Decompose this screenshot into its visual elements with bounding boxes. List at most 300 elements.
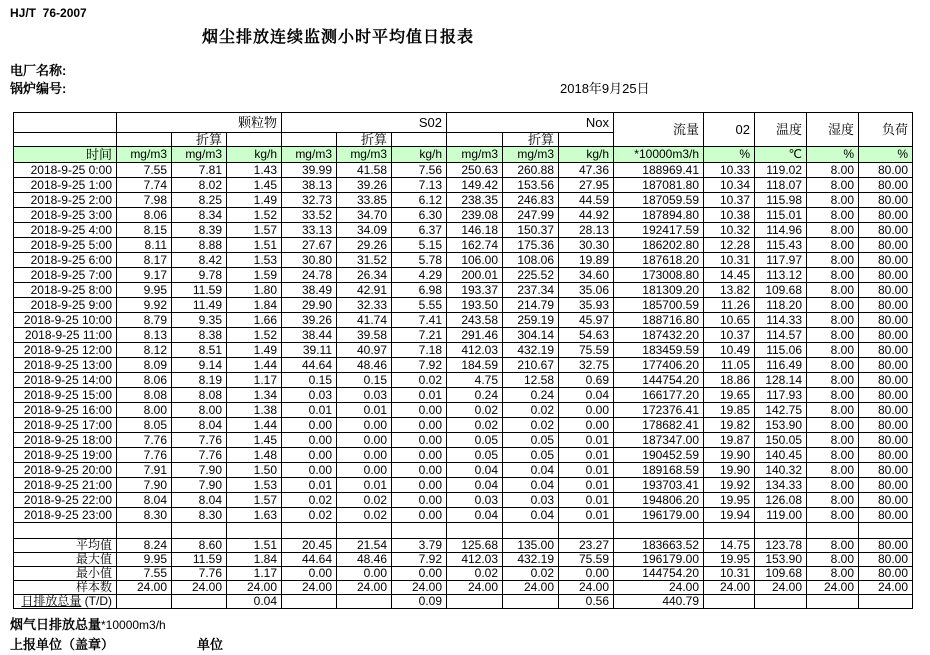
- value-cell: 412.03: [447, 343, 503, 358]
- value-cell: 8.00: [807, 253, 859, 268]
- value-cell: 118.20: [755, 298, 807, 313]
- value-cell: 80.00: [859, 433, 913, 448]
- value-cell: 19.95: [704, 493, 755, 508]
- value-cell: 33.13: [282, 223, 337, 238]
- value-cell: 80.00: [859, 358, 913, 373]
- group-header-nox: Nox: [447, 113, 614, 133]
- table-row: [14, 328, 913, 343]
- value-cell: 44.92: [559, 208, 614, 223]
- time-cell: 2018-9-25 9:00: [14, 298, 117, 313]
- empty-cell: [559, 523, 614, 539]
- value-cell: 8.08: [172, 388, 227, 403]
- value-cell: 1.17: [227, 567, 282, 581]
- table-row: [14, 163, 913, 178]
- value-cell: 41.74: [337, 313, 392, 328]
- value-cell: 291.46: [447, 328, 503, 343]
- header-row-groups: [14, 113, 913, 133]
- value-cell: 1.51: [227, 238, 282, 253]
- header-o2: 02: [704, 113, 755, 147]
- value-cell: 8.00: [807, 373, 859, 388]
- summary-label-cell: 平均值: [14, 539, 117, 553]
- value-cell: 80.00: [859, 388, 913, 403]
- value-cell: 114.96: [755, 223, 807, 238]
- value-cell: 184.59: [447, 358, 503, 373]
- value-cell: 183459.59: [614, 343, 704, 358]
- value-cell: 0.00: [337, 433, 392, 448]
- empty-cell: [859, 523, 913, 539]
- value-cell: 7.56: [392, 163, 447, 178]
- value-cell: 10.31: [704, 567, 755, 581]
- value-cell: 80.00: [859, 163, 913, 178]
- value-cell: 27.95: [559, 178, 614, 193]
- total-value-cell: [282, 595, 337, 609]
- value-cell: 8.79: [117, 313, 172, 328]
- value-cell: 260.88: [503, 163, 559, 178]
- value-cell: 0.00: [392, 567, 447, 581]
- spacer-cell: [227, 133, 282, 147]
- unit-cell: kg/h: [392, 147, 447, 163]
- value-cell: 109.68: [755, 567, 807, 581]
- value-cell: 0.00: [282, 418, 337, 433]
- unit-cell-flow: *10000m3/h: [614, 147, 704, 163]
- value-cell: 0.00: [392, 418, 447, 433]
- value-cell: 8.39: [172, 223, 227, 238]
- value-cell: 1.53: [227, 478, 282, 493]
- value-cell: 194806.20: [614, 493, 704, 508]
- value-cell: 0.04: [559, 388, 614, 403]
- value-cell: 80.00: [859, 223, 913, 238]
- value-cell: 7.76: [117, 448, 172, 463]
- value-cell: 243.58: [447, 313, 503, 328]
- table-row: [14, 193, 913, 208]
- value-cell: 0.01: [559, 493, 614, 508]
- unit-cell-humidity: %: [807, 147, 859, 163]
- value-cell: 38.49: [282, 283, 337, 298]
- value-cell: 10.65: [704, 313, 755, 328]
- time-cell: 2018-9-25 4:00: [14, 223, 117, 238]
- value-cell: 38.13: [282, 178, 337, 193]
- value-cell: 8.30: [172, 508, 227, 523]
- value-cell: 0.03: [337, 388, 392, 403]
- value-cell: 0.04: [503, 463, 559, 478]
- value-cell: 187059.59: [614, 193, 704, 208]
- value-cell: 0.04: [447, 463, 503, 478]
- value-cell: 0.01: [392, 388, 447, 403]
- total-value-cell: [755, 595, 807, 609]
- table-row: [14, 388, 913, 403]
- value-cell: 0.02: [447, 567, 503, 581]
- value-cell: 8.30: [117, 508, 172, 523]
- value-cell: 7.41: [392, 313, 447, 328]
- table-body: [14, 163, 913, 609]
- time-cell: 2018-9-25 20:00: [14, 463, 117, 478]
- value-cell: 19.94: [704, 508, 755, 523]
- value-cell: 187081.80: [614, 178, 704, 193]
- value-cell: 80.00: [859, 313, 913, 328]
- value-cell: 7.13: [392, 178, 447, 193]
- value-cell: 0.00: [337, 463, 392, 478]
- value-cell: 108.06: [503, 253, 559, 268]
- value-cell: 304.14: [503, 328, 559, 343]
- value-cell: 153.90: [755, 418, 807, 433]
- boiler-no-label: 锅炉编号:: [10, 81, 67, 96]
- value-cell: 1.34: [227, 388, 282, 403]
- value-cell: 8.00: [807, 478, 859, 493]
- spacer-cell: [392, 133, 447, 147]
- page-title: 烟尘排放连续监测小时平均值日报表: [202, 29, 475, 46]
- value-cell: 0.04: [503, 508, 559, 523]
- value-cell: 48.46: [337, 358, 392, 373]
- subheader-nox-converted: 折算: [503, 133, 559, 147]
- empty-cell: [447, 523, 503, 539]
- summary-label-cell: 最小值: [14, 567, 117, 581]
- value-cell: 24.00: [614, 581, 704, 595]
- value-cell: 8.19: [172, 373, 227, 388]
- value-cell: 1.80: [227, 283, 282, 298]
- value-cell: 8.15: [117, 223, 172, 238]
- value-cell: 80.00: [859, 343, 913, 358]
- value-cell: 75.59: [559, 553, 614, 567]
- value-cell: 1.57: [227, 223, 282, 238]
- value-cell: 10.37: [704, 193, 755, 208]
- time-cell: 2018-9-25 7:00: [14, 268, 117, 283]
- value-cell: 200.01: [447, 268, 503, 283]
- value-cell: 146.18: [447, 223, 503, 238]
- value-cell: 7.55: [117, 567, 172, 581]
- value-cell: 116.49: [755, 358, 807, 373]
- value-cell: 142.75: [755, 403, 807, 418]
- value-cell: 115.01: [755, 208, 807, 223]
- value-cell: 115.43: [755, 238, 807, 253]
- total-value-cell: [859, 595, 913, 609]
- value-cell: 237.34: [503, 283, 559, 298]
- value-cell: 10.49: [704, 343, 755, 358]
- value-cell: 9.14: [172, 358, 227, 373]
- value-cell: 14.75: [704, 539, 755, 553]
- value-cell: 39.11: [282, 343, 337, 358]
- value-cell: 8.00: [807, 463, 859, 478]
- total-value-cell: [337, 595, 392, 609]
- value-cell: 33.52: [282, 208, 337, 223]
- value-cell: 109.68: [755, 283, 807, 298]
- value-cell: 34.09: [337, 223, 392, 238]
- value-cell: 4.29: [392, 268, 447, 283]
- value-cell: 8.00: [172, 403, 227, 418]
- value-cell: 181309.20: [614, 283, 704, 298]
- value-cell: 19.89: [559, 253, 614, 268]
- time-cell: 2018-9-25 13:00: [14, 358, 117, 373]
- value-cell: 8.00: [807, 313, 859, 328]
- value-cell: 29.90: [282, 298, 337, 313]
- unit-cell: mg/m3: [282, 147, 337, 163]
- value-cell: 188969.41: [614, 163, 704, 178]
- value-cell: 29.26: [337, 238, 392, 253]
- value-cell: 8.60: [172, 539, 227, 553]
- unit-cell: mg/m3: [447, 147, 503, 163]
- value-cell: 8.00: [807, 238, 859, 253]
- value-cell: 8.00: [807, 539, 859, 553]
- value-cell: 1.17: [227, 373, 282, 388]
- value-cell: 80.00: [859, 448, 913, 463]
- unit-cell-o2: %: [704, 147, 755, 163]
- value-cell: 0.01: [559, 448, 614, 463]
- value-cell: 80.00: [859, 567, 913, 581]
- value-cell: 24.00: [117, 581, 172, 595]
- value-cell: 0.00: [559, 567, 614, 581]
- value-cell: 8.00: [807, 418, 859, 433]
- value-cell: 80.00: [859, 539, 913, 553]
- value-cell: 8.17: [117, 253, 172, 268]
- table-row: [14, 418, 913, 433]
- value-cell: 115.06: [755, 343, 807, 358]
- value-cell: 80.00: [859, 403, 913, 418]
- value-cell: 118.07: [755, 178, 807, 193]
- value-cell: 106.00: [447, 253, 503, 268]
- value-cell: 188716.80: [614, 313, 704, 328]
- summary-row: [14, 539, 913, 553]
- value-cell: 80.00: [859, 553, 913, 567]
- table-row: [14, 313, 913, 328]
- unit-cell: mg/m3: [172, 147, 227, 163]
- value-cell: 0.02: [447, 403, 503, 418]
- value-cell: 0.00: [392, 433, 447, 448]
- value-cell: 185700.59: [614, 298, 704, 313]
- value-cell: 0.01: [282, 403, 337, 418]
- value-cell: 39.26: [282, 313, 337, 328]
- value-cell: 24.00: [859, 581, 913, 595]
- value-cell: 0.01: [337, 478, 392, 493]
- value-cell: 6.98: [392, 283, 447, 298]
- table-row: [14, 433, 913, 448]
- table-row: [14, 508, 913, 523]
- plant-name-label: 电厂名称:: [10, 63, 67, 78]
- empty-cell: [117, 523, 172, 539]
- header-load: 负荷: [859, 113, 913, 147]
- value-cell: 0.02: [503, 418, 559, 433]
- value-cell: 39.58: [337, 328, 392, 343]
- value-cell: 10.31: [704, 253, 755, 268]
- value-cell: 0.24: [503, 388, 559, 403]
- value-cell: 11.59: [172, 553, 227, 567]
- table-row: [14, 448, 913, 463]
- daily-total-row: [14, 595, 913, 609]
- empty-cell: [282, 523, 337, 539]
- time-cell: 2018-9-25 22:00: [14, 493, 117, 508]
- value-cell: 11.59: [172, 283, 227, 298]
- subheader-particulate-converted: 折算: [172, 133, 227, 147]
- value-cell: 27.67: [282, 238, 337, 253]
- value-cell: 140.32: [755, 463, 807, 478]
- value-cell: 178682.41: [614, 418, 704, 433]
- value-cell: 247.99: [503, 208, 559, 223]
- value-cell: 0.01: [559, 433, 614, 448]
- unit-cell: kg/h: [227, 147, 282, 163]
- value-cell: 12.58: [503, 373, 559, 388]
- summary-row: [14, 581, 913, 595]
- value-cell: 0.00: [559, 418, 614, 433]
- value-cell: 238.35: [447, 193, 503, 208]
- value-cell: 0.00: [392, 478, 447, 493]
- value-cell: 26.34: [337, 268, 392, 283]
- table-row: [14, 268, 913, 283]
- value-cell: 11.05: [704, 358, 755, 373]
- value-cell: 75.59: [559, 343, 614, 358]
- value-cell: 7.76: [172, 433, 227, 448]
- value-cell: 20.45: [282, 539, 337, 553]
- value-cell: 196179.00: [614, 508, 704, 523]
- time-cell: 2018-9-25 19:00: [14, 448, 117, 463]
- value-cell: 432.19: [503, 553, 559, 567]
- value-cell: 193703.41: [614, 478, 704, 493]
- value-cell: 24.00: [503, 581, 559, 595]
- time-cell: 2018-9-25 10:00: [14, 313, 117, 328]
- value-cell: 1.38: [227, 403, 282, 418]
- value-cell: 8.11: [117, 238, 172, 253]
- value-cell: 19.85: [704, 403, 755, 418]
- value-cell: 187432.20: [614, 328, 704, 343]
- value-cell: 115.98: [755, 193, 807, 208]
- unit-cell: kg/h: [559, 147, 614, 163]
- value-cell: 8.88: [172, 238, 227, 253]
- value-cell: 7.91: [117, 463, 172, 478]
- daily-total-label: 日排放总量: [21, 594, 82, 608]
- value-cell: 24.00: [755, 581, 807, 595]
- value-cell: 44.64: [282, 358, 337, 373]
- total-value-cell: [117, 595, 172, 609]
- value-cell: 8.08: [117, 388, 172, 403]
- table-row: [14, 373, 913, 388]
- value-cell: 9.17: [117, 268, 172, 283]
- value-cell: 39.26: [337, 178, 392, 193]
- value-cell: 3.79: [392, 539, 447, 553]
- empty-cell: [807, 523, 859, 539]
- total-value-cell: [172, 595, 227, 609]
- value-cell: 259.19: [503, 313, 559, 328]
- value-cell: 11.49: [172, 298, 227, 313]
- value-cell: 153.90: [755, 553, 807, 567]
- value-cell: 214.79: [503, 298, 559, 313]
- value-cell: 33.85: [337, 193, 392, 208]
- value-cell: 0.02: [392, 373, 447, 388]
- flue-note-unit: *10000m3/h: [101, 618, 166, 632]
- value-cell: 6.30: [392, 208, 447, 223]
- group-header-particulate: 颗粒物: [117, 113, 282, 133]
- time-cell: 2018-9-25 5:00: [14, 238, 117, 253]
- total-value-cell: 0.56: [559, 595, 614, 609]
- value-cell: 18.86: [704, 373, 755, 388]
- time-cell: 2018-9-25 18:00: [14, 433, 117, 448]
- value-cell: 35.93: [559, 298, 614, 313]
- value-cell: 24.00: [704, 581, 755, 595]
- summary-row: [14, 567, 913, 581]
- value-cell: 24.00: [392, 581, 447, 595]
- value-cell: 34.60: [559, 268, 614, 283]
- value-cell: 432.19: [503, 343, 559, 358]
- value-cell: 0.01: [337, 403, 392, 418]
- table-row: [14, 208, 913, 223]
- value-cell: 0.15: [282, 373, 337, 388]
- value-cell: 8.00: [807, 493, 859, 508]
- value-cell: 80.00: [859, 373, 913, 388]
- value-cell: 8.04: [117, 493, 172, 508]
- value-cell: 134.33: [755, 478, 807, 493]
- value-cell: 8.00: [807, 283, 859, 298]
- value-cell: 0.00: [392, 463, 447, 478]
- value-cell: 80.00: [859, 208, 913, 223]
- spacer-cell: [559, 133, 614, 147]
- value-cell: 0.00: [337, 448, 392, 463]
- value-cell: 80.00: [859, 253, 913, 268]
- table-row: [14, 478, 913, 493]
- header-temperature: 温度: [755, 113, 807, 147]
- unit-label: 单位: [197, 637, 224, 652]
- time-cell: 2018-9-25 14:00: [14, 373, 117, 388]
- value-cell: 8.00: [807, 223, 859, 238]
- table-row: [14, 343, 913, 358]
- time-cell: 2018-9-25 11:00: [14, 328, 117, 343]
- value-cell: 183663.52: [614, 539, 704, 553]
- value-cell: 114.57: [755, 328, 807, 343]
- value-cell: 8.00: [807, 298, 859, 313]
- value-cell: 0.02: [503, 567, 559, 581]
- time-cell: 2018-9-25 1:00: [14, 178, 117, 193]
- value-cell: 0.03: [282, 388, 337, 403]
- value-cell: 80.00: [859, 283, 913, 298]
- summary-label-cell: 样本数: [14, 581, 117, 595]
- total-value-cell: [807, 595, 859, 609]
- value-cell: 0.00: [392, 448, 447, 463]
- value-cell: 80.00: [859, 238, 913, 253]
- value-cell: 8.00: [807, 163, 859, 178]
- value-cell: 7.98: [117, 193, 172, 208]
- value-cell: 23.27: [559, 539, 614, 553]
- value-cell: 0.04: [447, 478, 503, 493]
- value-cell: 80.00: [859, 298, 913, 313]
- table-row: [14, 403, 913, 418]
- total-value-cell: 440.79: [614, 595, 704, 609]
- value-cell: 123.78: [755, 539, 807, 553]
- value-cell: 114.33: [755, 313, 807, 328]
- value-cell: 0.69: [559, 373, 614, 388]
- value-cell: 193.50: [447, 298, 503, 313]
- value-cell: 0.00: [282, 463, 337, 478]
- value-cell: 0.00: [392, 493, 447, 508]
- value-cell: 0.02: [337, 508, 392, 523]
- header-row-units: [14, 147, 913, 163]
- value-cell: 1.44: [227, 418, 282, 433]
- value-cell: 125.68: [447, 539, 503, 553]
- report-date: 2018年9月25日: [560, 81, 650, 96]
- table-row: [14, 223, 913, 238]
- header-flow: 流量: [614, 113, 704, 147]
- value-cell: 246.83: [503, 193, 559, 208]
- value-cell: 0.00: [392, 508, 447, 523]
- value-cell: 32.73: [282, 193, 337, 208]
- value-cell: 10.38: [704, 208, 755, 223]
- value-cell: 80.00: [859, 328, 913, 343]
- value-cell: 135.00: [503, 539, 559, 553]
- value-cell: 0.00: [282, 433, 337, 448]
- value-cell: 28.13: [559, 223, 614, 238]
- value-cell: 6.37: [392, 223, 447, 238]
- value-cell: 1.84: [227, 553, 282, 567]
- value-cell: 1.49: [227, 343, 282, 358]
- flue-note-text: 烟气日排放总量: [10, 617, 102, 632]
- table-row: [14, 298, 913, 313]
- value-cell: 7.92: [392, 358, 447, 373]
- value-cell: 0.24: [447, 388, 503, 403]
- time-cell: 2018-9-25 23:00: [14, 508, 117, 523]
